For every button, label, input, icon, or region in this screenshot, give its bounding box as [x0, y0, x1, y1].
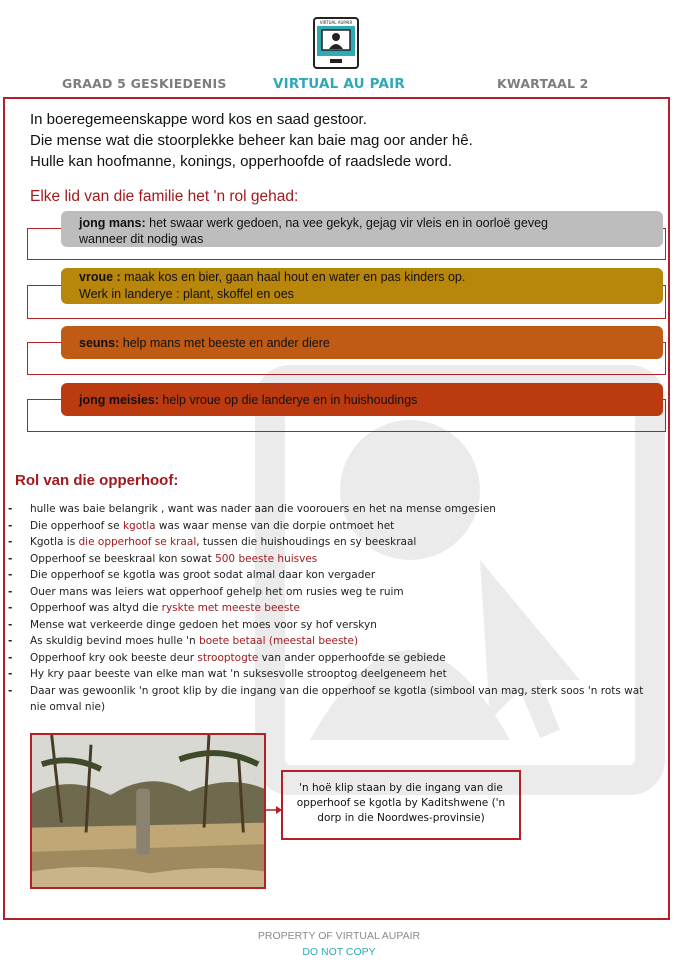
chief-role-title: Rol van die opperhoof:: [15, 472, 179, 489]
bullet-text: Opperhoof was altyd die: [30, 602, 162, 614]
bullet-text: Kgotla is: [30, 536, 79, 548]
term-label: KWARTAAL 2: [497, 76, 589, 91]
bullet-highlight: 500 beeste huisves: [215, 552, 318, 565]
bullet-dash: -: [8, 635, 13, 647]
bullet-text: Opperhoof se beeskraal kon sowat: [30, 552, 216, 565]
chief-role-item: [8, 633, 658, 650]
chief-role-item: [8, 567, 658, 584]
chief-role-item: [8, 584, 658, 601]
role-term: jong mans:: [79, 216, 146, 230]
bullet-text: van ander opperhoofde se gebiede: [258, 651, 446, 664]
chief-role-item: [8, 650, 658, 667]
intro-line: Die mense wat die stoorplekke beheer kan baie mag oor ander hê.: [30, 132, 473, 149]
chief-role-item: [8, 600, 658, 617]
bullet-text: Hy kry paar beeste van elke man wat 'n suksesvolle strooptog deelgeneem het: [30, 668, 447, 680]
logo-text: VIRTUAL AUPAIR: [319, 20, 353, 25]
role-women: [61, 268, 663, 304]
bullet-text: Opperhoof kry ook beeste deur: [30, 651, 198, 664]
bullet-text: As skuldig bevind moes hulle 'n: [30, 635, 200, 647]
bullet-dash: -: [8, 602, 13, 614]
role-term: vroue :: [79, 270, 121, 284]
role-text: maak kos en bier, gaan haal hout en water en pas kinders op.: [120, 270, 466, 284]
kgotla-stone-photo: [30, 733, 266, 889]
role-term: seuns:: [79, 336, 120, 350]
bullet-dash: -: [8, 503, 13, 515]
bullet-text: Ouer mans was leiers wat opperhoof gehelp het om rusies weg te ruim: [30, 585, 404, 598]
caption-line: opperhoof se kgotla by Kaditshwene ('n: [296, 797, 506, 809]
bullet-dash: -: [8, 536, 13, 548]
bullet-highlight: kgotla: [122, 519, 156, 532]
grade-label: GRAAD 5 GESKIEDENIS: [62, 76, 227, 91]
chief-role-item: [8, 683, 658, 716]
chief-role-list: [8, 501, 658, 716]
chief-role-item: [8, 501, 658, 518]
bullet-dash: -: [8, 651, 13, 664]
role-sons: [61, 326, 663, 359]
bullet-text: Die opperhoof se: [30, 519, 123, 532]
role-term: jong meisies:: [79, 393, 159, 407]
photo-caption: [281, 770, 521, 840]
role-young-girls: [61, 383, 663, 416]
bullet-dash: -: [8, 668, 13, 680]
role-text: het swaar werk gedoen, na vee gekyk, gejag vir vleis en in oorloë geveg: [145, 216, 548, 230]
bullet-text: Daar was gewoonlik 'n groot klip by die ingang van die opperhoof se kgotla (simbool van mag, sterk soos 'n rots wat nie omval nie): [30, 684, 644, 713]
bullet-highlight: die opperhoof se kraal: [78, 536, 197, 548]
bullet-dash: -: [8, 684, 13, 697]
bullet-text: was waar mense van die dorpie ontmoet het: [155, 519, 395, 532]
virtual-aupair-logo-icon: [313, 17, 359, 69]
caption-line: 'n hoë klip staan by die ingang van die: [299, 782, 503, 794]
role-text: help mans met beeste en ander diere: [119, 336, 330, 350]
chief-role-item: [8, 534, 658, 551]
bullet-dash: -: [8, 585, 13, 598]
brand-label: VIRTUAL AU PAIR: [273, 76, 405, 92]
bullet-text: Die opperhoof se kgotla was groot sodat almal daar kon vergader: [30, 569, 376, 581]
chief-role-item: [8, 666, 658, 683]
intro-text: [30, 109, 473, 172]
bullet-text: hulle was baie belangrik , want was nader aan die voorouers en het na mense omgesien: [30, 503, 496, 515]
chief-role-item: [8, 518, 658, 535]
chief-role-item: [8, 617, 658, 634]
role-text-2: wanneer dit nodig was: [79, 232, 204, 246]
footer-property: PROPERTY OF VIRTUAL AUPAIR: [257, 930, 421, 942]
bullet-highlight: strooptogte: [197, 651, 259, 664]
bullet-dash: -: [8, 618, 13, 631]
caption-line: dorp in die Noordwes-provinsie): [317, 812, 485, 824]
chief-role-item: [8, 551, 658, 568]
bullet-text: Mense wat verkeerde dinge gedoen het moes voor sy hof verskyn: [30, 618, 377, 631]
role-text: help vroue op die landerye en in huishoudings: [158, 393, 418, 407]
bullet-dash: -: [8, 569, 13, 581]
intro-line: In boeregemeenskappe word kos en saad gestoor.: [30, 111, 367, 128]
bullet-text: , tussen die huishoudings en sy beeskraal: [196, 536, 417, 548]
bullet-dash: -: [8, 519, 13, 532]
footer-no-copy: DO NOT COPY: [302, 946, 376, 958]
role-young-men: [61, 211, 663, 247]
role-text-2: Werk in landerye : plant, skoffel en oes: [79, 287, 294, 301]
bullet-dash: -: [8, 552, 13, 565]
bullet-highlight: boete betaal (meestal beeste): [199, 635, 359, 647]
intro-line: Hulle kan hoofmanne, konings, opperhoofde of raadslede word.: [30, 153, 452, 170]
roles-title: Elke lid van die familie het 'n rol gehad:: [30, 188, 299, 205]
bullet-highlight: ryskte met meeste beeste: [161, 602, 300, 614]
